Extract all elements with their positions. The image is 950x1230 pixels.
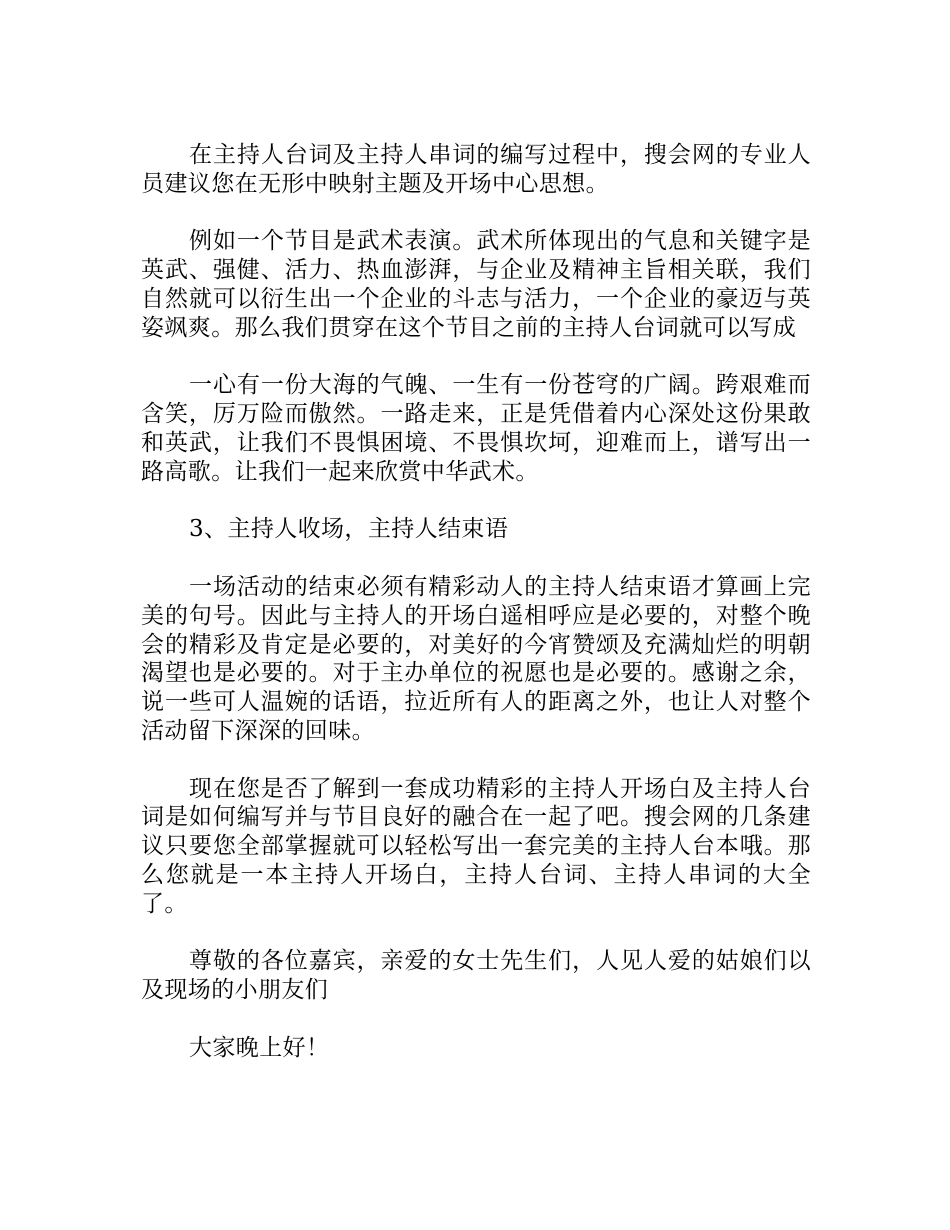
document-page — [141, 141, 811, 1063]
paragraph-greeting-guests: 尊敬的各位嘉宾，亲爱的女士先生们，人见人爱的姑娘们以及现场的小朋友们 — [141, 948, 811, 1004]
paragraph-martial-arts-script: 一心有一份大海的气魄、一生有一份苍穹的广阔。跨艰难而含笑，厉万险而傲然。一路走来，正是凭借着内心深处这份果敢和英武，让我们不畏惧困境、不畏惧坎坷，迎难而上，谱写出一路高歌。让我们一起来欣赏中华武术。 — [141, 372, 811, 485]
paragraph-closing-remarks: 一场活动的结束必须有精彩动人的主持人结束语才算画上完美的句号。因此与主持人的开场白遥相呼应是必要的，对整个晚会的精彩及肯定是必要的，对美好的今宵赞颂及充满灿烂的明朝渴望也是必要的。对于主办单位的祝愿也是必要的。感谢之余，说一些可人温婉的话语，拉近所有人的距离之外，也让人对整个活动留下深深的回味。 — [141, 573, 811, 744]
section-heading-closing: 3、主持人收场，主持人结束语 — [189, 516, 509, 543]
paragraph-good-evening: 大家晚上好！ — [189, 1034, 330, 1061]
paragraph-host-lines-theme: 在主持人台词及主持人串词的编写过程中，搜会网的专业人员建议您在无形中映射主题及开场中心思想。 — [141, 142, 811, 197]
paragraph-summary: 现在您是否了解到一套成功精彩的主持人开场白及主持人台词是如何编写并与节目良好的融合在一起了吧。搜会网的几条建议只要您全部掌握就可以轻松写出一套完美的主持人台本哦。那么您就是一本主持人开场白，主持人台词、主持人串词的大全了。 — [141, 775, 811, 917]
paragraph-martial-arts-example: 例如一个节目是武术表演。武术所体现出的气息和关键字是英武、强健、活力、热血澎湃，与企业及精神主旨相关联，我们自然就可以衍生出一个企业的斗志与活力，一个企业的豪迈与英姿飒爽。那么我们贯穿在这个节目之前的主持人台词就可以写成 — [141, 228, 811, 341]
